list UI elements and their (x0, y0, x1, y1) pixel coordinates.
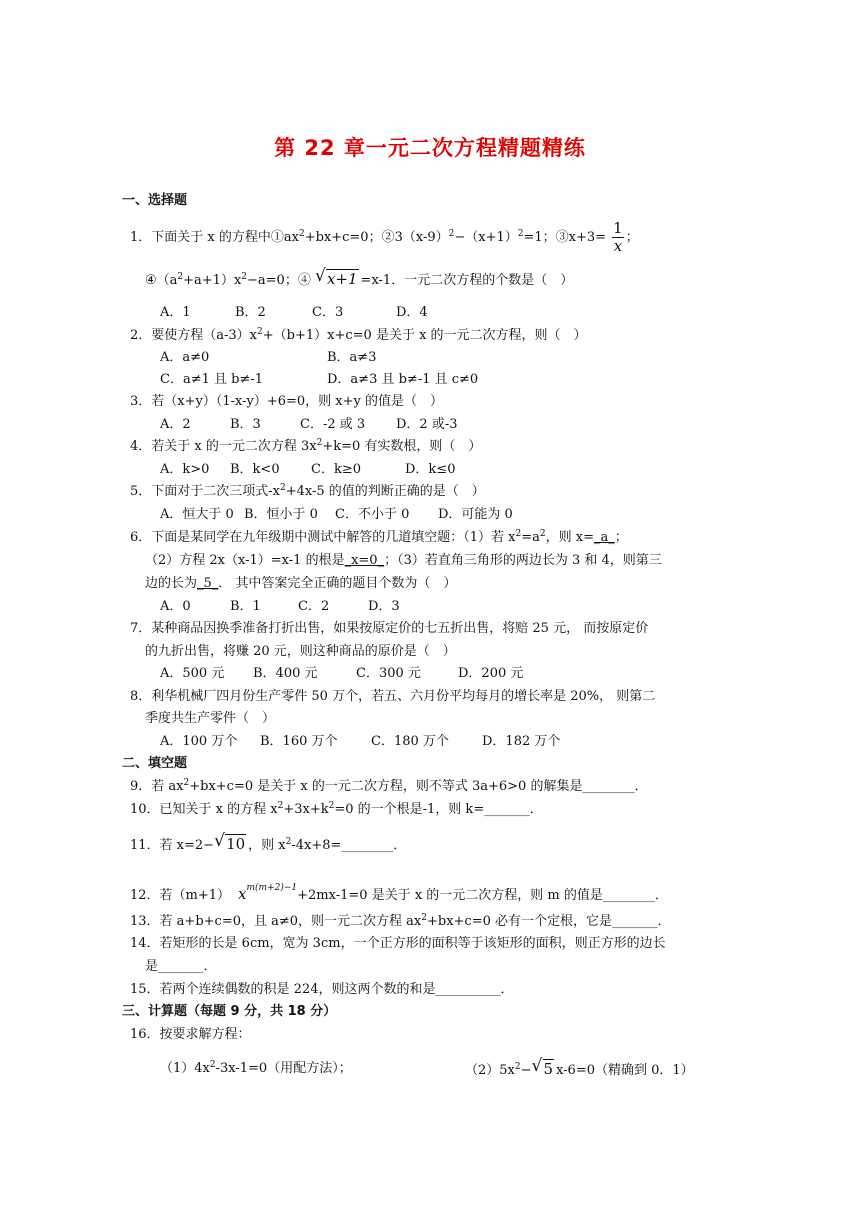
option: A．k>0 (160, 462, 210, 477)
question-6-line-1: 6．下面是某同学在九年级期中测试中解答的几道填空题：（1）若 $x^2=a^2$，则 x=_a_； (130, 529, 628, 545)
question-8-line-2: 季度共生产零件（ ） (145, 711, 276, 726)
question-6-line-2: （2）方程 2x（x-1）=x-1 的根是_x=0_；（3）若直角三角形的两边长为 3 和 4，则第三 (145, 553, 662, 568)
question-5: 5．下面对于二次三项式$-x^2+4x-5$ 的值的判断正确的是（ ） (130, 483, 485, 499)
question-16-part-1: $(1)4x^2-3x-1=0$（用配方法）； (160, 1060, 352, 1076)
option: D．3 (368, 599, 400, 614)
question-14-line-2: 是_______． (145, 959, 217, 974)
question-7-line-2: 的九折出售，将赚 20 元，则这种商品的原价是（ ） (145, 644, 456, 659)
question-2-options-row-1 (160, 349, 376, 367)
question-12: 12．若（m+1） $x^{m(m+2)-1}+2mx-1=0$ 是关于 x 的一元二次方程，则 m 的值是________． (130, 883, 668, 903)
question-8-options (160, 733, 560, 751)
question-6-options (160, 598, 400, 616)
question-8-line-1: 8．利华机械厂四月份生产零件 50 万个，若五、六月份平均每月的增长率是 20%， 则第二 (130, 689, 656, 704)
option: C．2 (298, 599, 330, 614)
option: D．182 万个 (482, 734, 561, 749)
option: B．400 元 (253, 666, 318, 681)
question-2-options-row-2 (160, 371, 478, 389)
answer-blank: _5_ (197, 576, 219, 591)
question-5-options (160, 506, 513, 524)
option: A．500 元 (160, 666, 225, 681)
option: D．可能为 0 (438, 507, 513, 522)
page-title: 第 22 章一元二次方程精题精练 (274, 136, 586, 160)
option: A．a≠0 (160, 350, 210, 365)
option: B．恒小于 0 (244, 507, 318, 522)
question-10: 10．已知关于 x 的方程 $x^2+3x+k^2=0$ 的一个根是-1，则 k=_______． (130, 801, 543, 817)
question-7-options (160, 665, 523, 683)
answer-blank: _x=0_ (344, 553, 385, 568)
option: A．100 万个 (160, 734, 238, 749)
option: A．恒大于 0 (160, 507, 234, 522)
option: B．k<0 (230, 462, 280, 477)
option: C．k≥0 (311, 462, 361, 477)
option: B．a≠3 (327, 350, 377, 365)
question-7-line-1: 7．某种商品因换季准备打折出售，如果按原定价的七五折出售，将赔 25 元， 而按原定价 (130, 621, 649, 636)
exponent: m(m+2)−1 (246, 883, 298, 893)
question-16: 16．按要求解方程： (130, 1027, 251, 1042)
question-16-part-2: $(2)5x^2-$ √ 5 x-6=0（精确到 0．1） (465, 1056, 694, 1078)
question-14-line-1: 14．若矩形的长是 6cm，宽为 3cm，一个正方形的面积等于该矩形的面积，则正方形的边长 (130, 936, 666, 951)
option: A．0 (160, 599, 191, 614)
sqrt-x-plus-1: √ x+1 (314, 266, 358, 288)
option: A．1 (160, 305, 191, 320)
option: C．a≠1 且 b≠-1 (160, 372, 264, 387)
question-1-line-1: 1．下面关于 x 的方程中$①ax^2+bx+c=0$；$②3(x-9)^2-(x+1)^2=1$；③x+3= $\frac{1}{x}$ ； (130, 219, 639, 255)
option: C．300 元 (356, 666, 421, 681)
option: D．k≤0 (405, 462, 456, 477)
question-15: 15．若两个连续偶数的积是 224，则这两个数的和是__________． (130, 982, 514, 997)
option: C．3 (312, 305, 344, 320)
question-3: 3．若（x+y）（1-x-y）+6=0，则 x+y 的值是（ ） (130, 394, 444, 409)
option: A．2 (160, 417, 191, 432)
question-1-line-2: $④(a^2+a+1)x^2-a=0$；④ √ x+1 =x-1．一元二次方程的个数是（ ） (145, 266, 574, 288)
option: D．200 元 (458, 666, 524, 681)
question-4: 4．若关于 x 的一元二次方程 $3x^2+k=0$ 有实数根，则（ ） (130, 438, 482, 454)
option: D．4 (396, 305, 428, 320)
option: D．a≠3 且 b≠-1 且 c≠0 (327, 372, 479, 387)
question-6-line-3: 边的长为_5_． 其中答案完全正确的题目个数为（ ） (145, 576, 457, 591)
question-4-options (160, 461, 455, 479)
answer-blank: _a_ (594, 530, 615, 545)
question-1-options (160, 304, 428, 322)
section-heading-choice: 一、选择题 (122, 193, 188, 208)
section-heading-fill: 二、填空题 (122, 756, 188, 771)
question-9: 9．若 $ax^2+bx+c=0$ 是关于 x 的一元二次方程，则不等式 3a+6>0 的解集是________． (130, 778, 648, 794)
question-11: 11．若 x=2− √ 10 ，则 $x^2-4x+8=\_\_\_\_\_\_\_\_$． (130, 831, 407, 853)
option: B．2 (235, 305, 266, 320)
option: B．3 (230, 417, 261, 432)
sqrt-10: √ 10 (214, 831, 246, 853)
section-heading-calc: 三、计算题（每题 9 分，共 18 分） (122, 1004, 337, 1019)
option: C．180 万个 (371, 734, 449, 749)
question-3-options (160, 416, 458, 434)
option: B．160 万个 (260, 734, 338, 749)
option: B．1 (230, 599, 261, 614)
question-13: 13．若 a+b+c=0，且 a≠0，则一元二次方程 $ax^2+bx+c=0$ 必有一个定根，它是_______． (130, 913, 671, 929)
option: C．不小于 0 (335, 507, 410, 522)
sqrt-5: √ 5 (531, 1056, 554, 1078)
question-2: 2．要使方程$(a-3)x^2+(b+1)x+c=0$ 是关于 x 的一元二次方程，则（ ） (130, 327, 587, 343)
option: C．-2 或 3 (300, 417, 366, 432)
option: D．2 或-3 (396, 417, 458, 432)
fraction-1-over-x: $\frac{1}{x}$ (613, 219, 623, 255)
